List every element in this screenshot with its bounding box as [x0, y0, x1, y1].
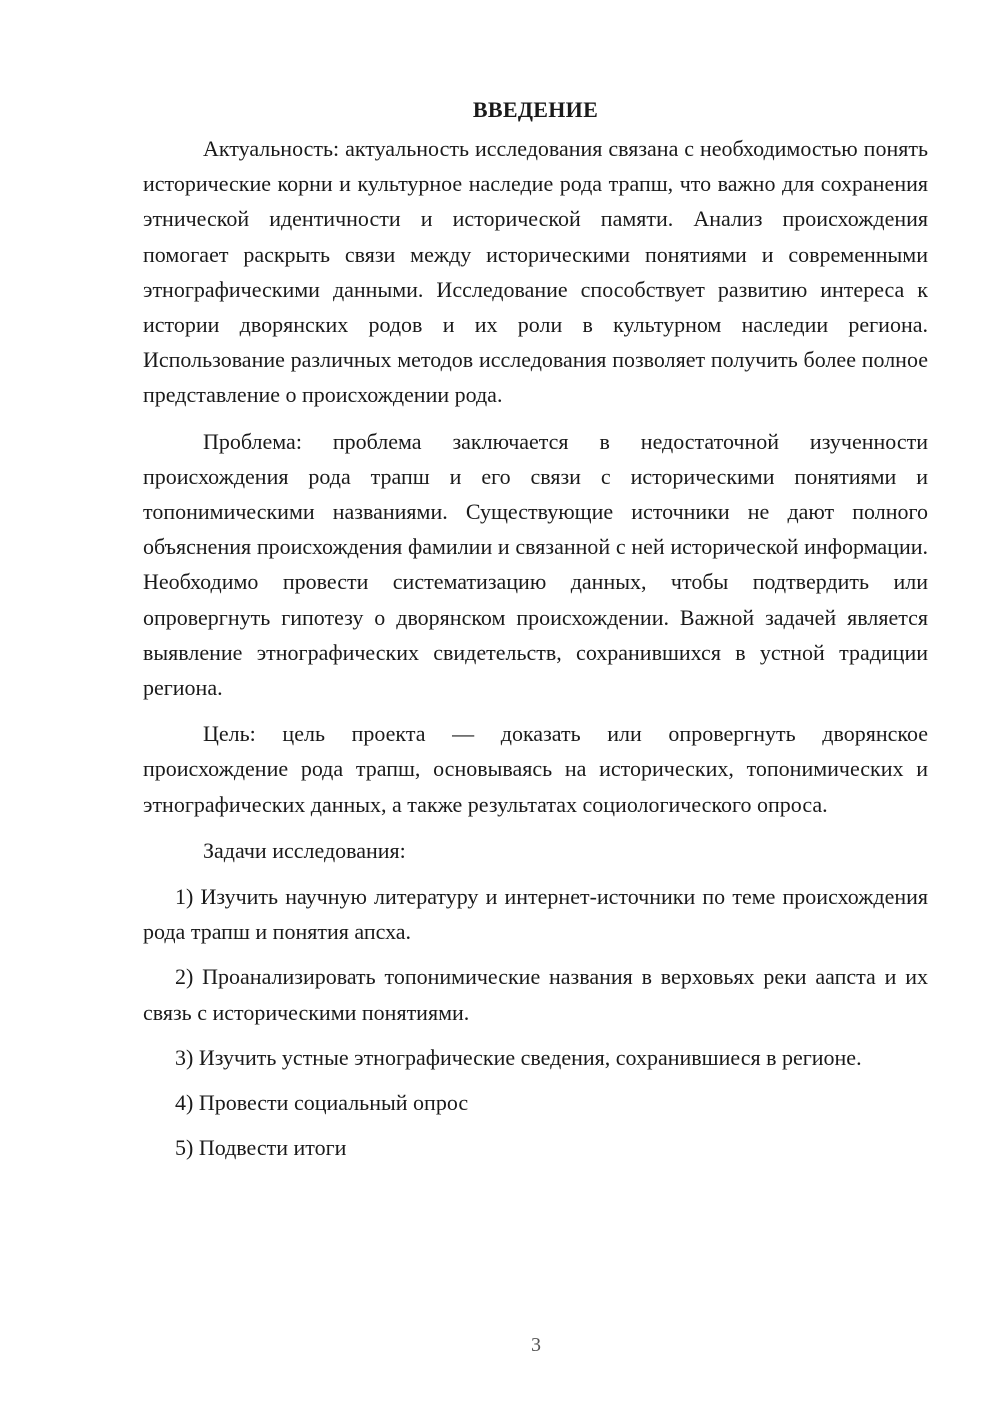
paragraph-problem: Проблема: проблема заключается в недостаточной изученности происхождения рода трапш и его связи с историческими понятиями и топонимическими названиями. Существующие источники не дают полного объяснения происхождения фамилии и связанной с ней исторической информации. Необходимо провести систематизацию данных, чтобы подтвердить или опровергнуть гипотезу о дворянском происхождении. Важной задачей является выявление этнографических свидетельств, сохранившихся в устной традиции региона. — [143, 428, 928, 701]
task-item-1: 1) Изучить научную литературу и интернет-источники по теме происхождения рода трапш и понятия апсха. — [143, 884, 928, 945]
paragraph-relevance: Актуальность: актуальность исследования связана с необходимостью понять исторические корни и культурное наследие рода трапш, что важно для сохранения этнической идентичности и исторической памяти. Анализ происхождения помогает раскрыть связи между историческими понятиями и современными этнографическими данными. Исследование способствует развитию интереса к истории дворянских родов и их роли в культурном наследии региона. Использование различных методов исследования позволяет получить более полное представление о происхождении рода. — [143, 136, 928, 408]
page-number: 3 — [531, 1334, 541, 1356]
task-item-3: 3) Изучить устные этнографические сведения, сохранившиеся в регионе. — [175, 1044, 862, 1070]
document-page — [143, 95, 928, 1175]
task-item-5: 5) Подвести итоги — [175, 1135, 347, 1161]
task-item-2: 2) Проанализировать топонимические названия в верховьях реки аапста и их связь с историческими понятиями. — [143, 964, 928, 1025]
paragraph-goal: Цель: цель проекта — доказать или опровергнуть дворянское происхождение рода трапш, основываясь на исторических, топонимических и этнографических данных, а также результатах социологического опроса. — [143, 721, 928, 817]
paragraph-tasks-heading: Задачи исследования: — [203, 837, 406, 863]
task-item-4: 4) Провести социальный опрос — [175, 1090, 469, 1116]
section-title: ВВЕДЕНИЕ — [472, 97, 599, 122]
